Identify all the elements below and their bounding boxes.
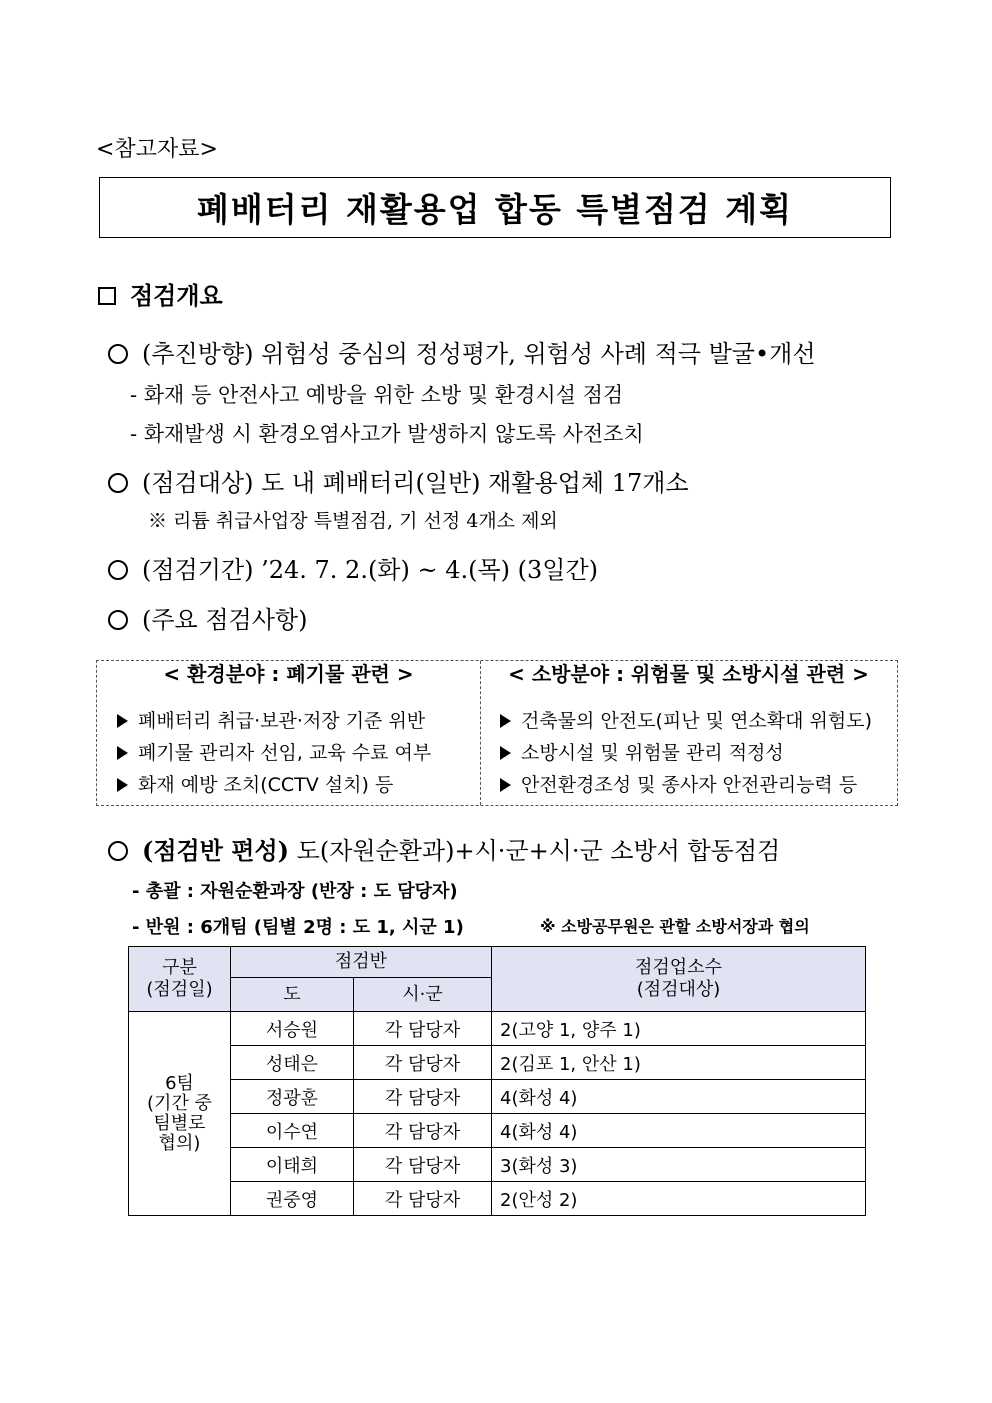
team-table <box>128 946 866 1216</box>
cell-city: 각 담당자 <box>354 1114 492 1148</box>
circle-bullet-icon <box>108 841 128 861</box>
item-main-checks-text: (주요 점검사항) <box>142 606 308 634</box>
cell-count: 2(안성 2) <box>492 1182 866 1216</box>
cell-province: 정광훈 <box>231 1080 354 1114</box>
section-heading <box>98 276 223 311</box>
fire-item: 안전환경조성 및 종사자 안전관리능력 등 <box>500 769 872 801</box>
header-city: 시·군 <box>354 978 492 1012</box>
fire-list <box>500 705 872 801</box>
item-direction <box>108 334 816 369</box>
cell-count: 4(화성 4) <box>492 1114 866 1148</box>
header-province: 도 <box>231 978 354 1012</box>
cell-province: 이태희 <box>231 1148 354 1182</box>
section-title: 점검개요 <box>130 282 223 310</box>
cell-city: 각 담당자 <box>354 1182 492 1216</box>
header-group: 점검반 <box>231 947 492 978</box>
team-cell: 6팀 (기간 중 팀별로 협의) <box>129 1012 231 1216</box>
circle-bullet-icon <box>108 344 128 364</box>
team-sub-2: - 반원 : 6개팀 (팀별 2명 : 도 1, 시군 1) <box>132 917 464 938</box>
fire-item: 소방시설 및 위험물 관리 적정성 <box>500 737 872 769</box>
cell-city: 각 담당자 <box>354 1080 492 1114</box>
table-row <box>129 1080 866 1114</box>
env-column <box>97 661 481 805</box>
triangle-bullet-icon <box>500 746 511 760</box>
item-team-text: 도(자원순환과)+시·군+시·군 소방서 합동점검 <box>296 837 781 865</box>
target-note: ※ 리튬 취급사업장 특별점검, 기 선정 4개소 제외 <box>148 510 558 532</box>
item-target <box>108 463 689 498</box>
cell-count: 2(김포 1, 안산 1) <box>492 1046 866 1080</box>
env-header: < 환경분야 : 폐기물 관련 > <box>163 662 414 686</box>
cell-count: 4(화성 4) <box>492 1080 866 1114</box>
table-row <box>129 1046 866 1080</box>
item-main-checks <box>108 600 307 635</box>
cell-count: 3(화성 3) <box>492 1148 866 1182</box>
header-count: 점검업소수 (점검대상) <box>492 947 866 1012</box>
team-sub-2-note: ※ 소방공무원은 관할 소방서장과 협의 <box>540 917 810 936</box>
document-title <box>99 177 891 238</box>
fire-header: < 소방분야 : 위험물 및 소방시설 관련 > <box>508 662 869 686</box>
header-category: 구분 (점검일) <box>129 947 231 1012</box>
item-period-text: (점검기간) ’24. 7. 2.(화) ~ 4.(목) (3일간) <box>142 556 599 584</box>
env-item: 폐기물 관리자 선임, 교육 수료 여부 <box>117 737 431 769</box>
triangle-bullet-icon <box>117 778 128 792</box>
team-sub-1: - 총괄 : 자원순환과장 (반장 : 도 담당자) <box>132 881 458 902</box>
table-row <box>129 1114 866 1148</box>
item-team <box>108 831 780 866</box>
table-row <box>129 1148 866 1182</box>
cell-province: 성태은 <box>231 1046 354 1080</box>
fire-item: 건축물의 안전도(피난 및 연소확대 위험도) <box>500 705 872 737</box>
env-list <box>117 705 431 801</box>
cell-count: 2(고양 1, 양주 1) <box>492 1012 866 1046</box>
square-bullet-icon <box>98 287 116 305</box>
circle-bullet-icon <box>108 560 128 580</box>
table-row <box>129 1012 866 1046</box>
document-title-text: 폐배터리 재활용업 합동 특별점검 계획 <box>196 190 793 229</box>
reference-label: <참고자료> <box>96 137 218 162</box>
cell-province: 권중영 <box>231 1182 354 1216</box>
circle-bullet-icon <box>108 610 128 630</box>
triangle-bullet-icon <box>500 714 511 728</box>
cell-city: 각 담당자 <box>354 1012 492 1046</box>
triangle-bullet-icon <box>500 778 511 792</box>
direction-sub-1: - 화재 등 안전사고 예방을 위한 소방 및 환경시설 점검 <box>130 383 624 407</box>
check-items-box <box>96 660 898 806</box>
circle-bullet-icon <box>108 473 128 493</box>
item-period <box>108 550 598 585</box>
table-row <box>129 1182 866 1216</box>
item-target-text: (점검대상) 도 내 폐배터리(일반) 재활용업체 17개소 <box>142 469 689 497</box>
cell-province: 이수연 <box>231 1114 354 1148</box>
env-item: 폐배터리 취급·보관·저장 기준 위반 <box>117 705 431 737</box>
triangle-bullet-icon <box>117 746 128 760</box>
fire-column <box>480 661 897 805</box>
cell-province: 서승원 <box>231 1012 354 1046</box>
cell-city: 각 담당자 <box>354 1046 492 1080</box>
cell-city: 각 담당자 <box>354 1148 492 1182</box>
triangle-bullet-icon <box>117 714 128 728</box>
item-team-label: (점검반 편성) <box>142 836 289 865</box>
env-item: 화재 예방 조치(CCTV 설치) 등 <box>117 769 431 801</box>
item-direction-text: (추진방향) 위험성 중심의 정성평가, 위험성 사례 적극 발굴•개선 <box>142 340 816 368</box>
direction-sub-2: - 화재발생 시 환경오염사고가 발생하지 않도록 사전조치 <box>130 422 644 446</box>
